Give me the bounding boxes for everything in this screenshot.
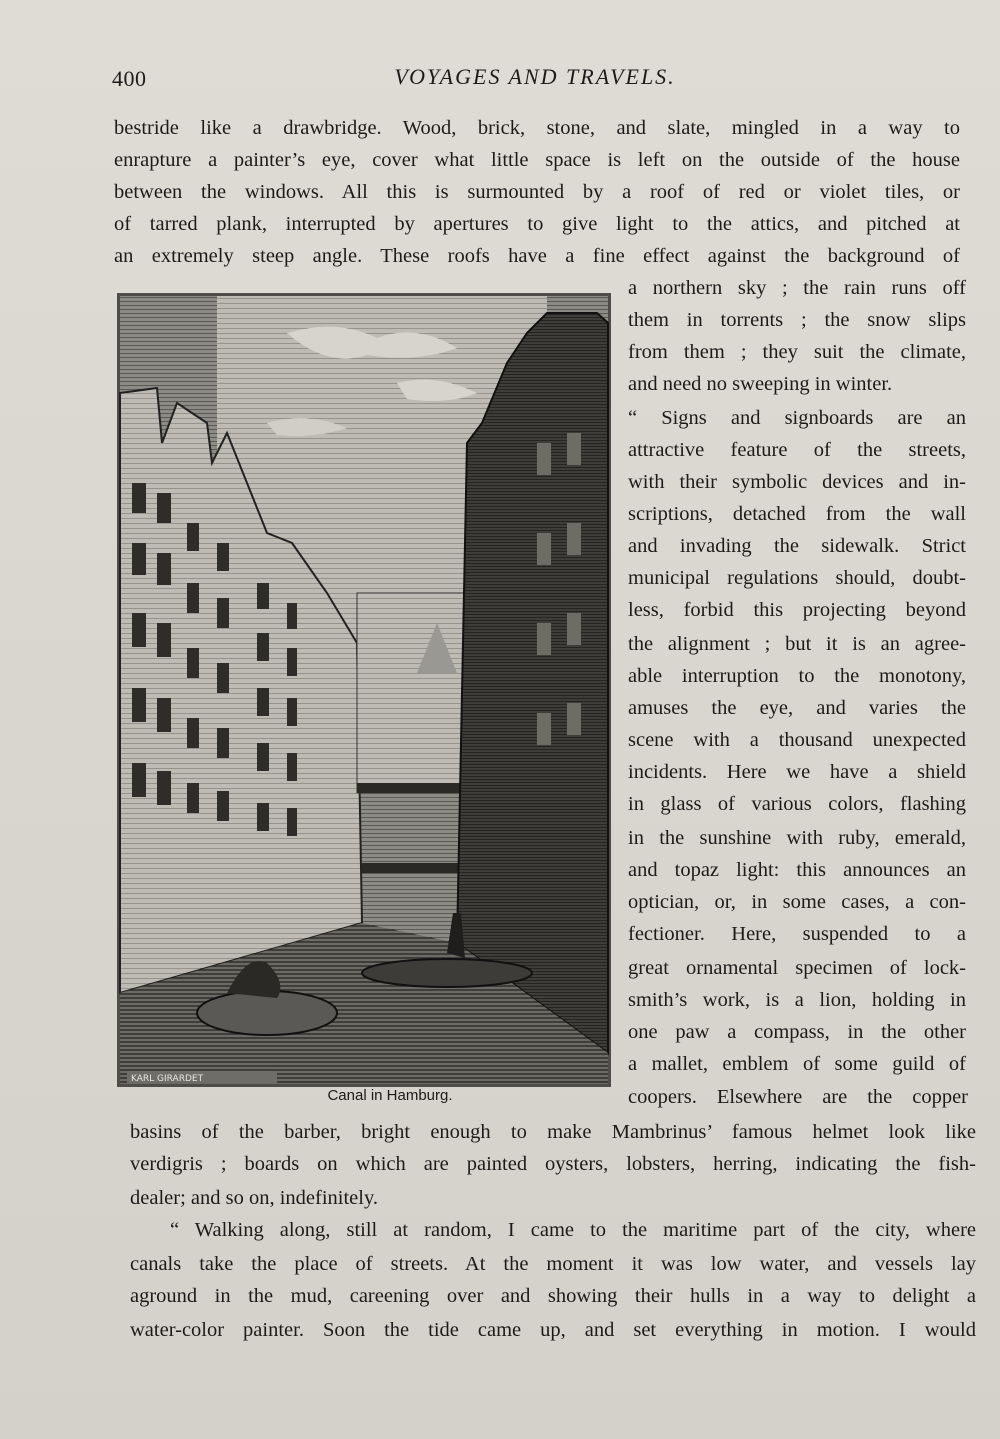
side-line: scene with a thousand unexpected <box>628 729 966 751</box>
side-line: municipal regulations should, doubt- <box>628 567 966 589</box>
side-line: amuses the eye, and varies the <box>628 697 966 719</box>
side-line: from them ; they suit the climate, <box>628 341 966 363</box>
side-line: in glass of various colors, flashing <box>628 793 966 815</box>
running-title: VOYAGES AND TRAVELS. <box>394 64 676 89</box>
side-line: the alignment ; but it is an agree- <box>628 633 966 655</box>
engraver-signature: KARL GIRARDET <box>131 1074 204 1084</box>
body-line: aground in the mud, careening over and showing their hulls in a way to delight a <box>130 1285 976 1307</box>
side-line: “ Signs and signboards are an <box>628 407 966 429</box>
side-line: attractive feature of the streets, <box>628 439 966 461</box>
side-line: a mallet, emblem of some guild of <box>628 1053 966 1075</box>
side-line: and topaz light: this announces an <box>628 859 966 881</box>
body-line: basins of the barber, bright enough to make Mambrinus’ famous helmet look like <box>130 1121 976 1143</box>
side-line: scriptions, detached from the wall <box>628 503 966 525</box>
side-line: less, forbid this projecting beyond <box>628 599 966 621</box>
body-line: water-color painter. Soon the tide came up, and set everything in motion. I would <box>130 1319 976 1341</box>
side-line: and need no sweeping in winter. <box>628 373 893 395</box>
side-line: coopers. Elsewhere are the copper <box>628 1086 968 1108</box>
canal-engraving <box>117 293 611 1087</box>
body-line: verdigris ; boards on which are painted oysters, lobsters, herring, indicating the fish- <box>130 1153 976 1175</box>
side-line: fectioner. Here, suspended to a <box>628 923 966 945</box>
body-line: “ Walking along, still at random, I came to the maritime part of the city, where <box>170 1219 976 1241</box>
side-line: incidents. Here we have a shield <box>628 761 966 783</box>
side-line: great ornamental specimen of lock- <box>628 957 966 979</box>
body-line: an extremely steep angle. These roofs have a fine effect against the background of <box>114 245 960 267</box>
body-line: canals take the place of streets. At the moment it was low water, and vessels lay <box>130 1253 976 1275</box>
side-line: able interruption to the monotony, <box>628 665 966 687</box>
side-line: one paw a compass, in the other <box>628 1021 966 1043</box>
side-line: optician, or, in some cases, a con- <box>628 891 966 913</box>
side-line: with their symbolic devices and in- <box>628 471 966 493</box>
side-line: and invading the sidewalk. Strict <box>628 535 966 557</box>
body-line: between the windows. All this is surmounted by a roof of red or violet tiles, or <box>114 181 960 203</box>
body-line: of tarred plank, interrupted by apertures to give light to the attics, and pitched at <box>114 213 960 235</box>
figure-caption: Canal in Hamburg. <box>327 1087 453 1104</box>
side-line: them in torrents ; the snow slips <box>628 309 966 331</box>
page-number: 400 <box>112 66 147 91</box>
body-line: enrapture a painter’s eye, cover what little space is left on the outside of the house <box>114 149 960 171</box>
body-line: bestride like a drawbridge. Wood, brick, stone, and slate, mingled in a way to <box>114 117 960 139</box>
side-line: smith’s work, is a lion, holding in <box>628 989 966 1011</box>
side-line: in the sunshine with ruby, emerald, <box>628 827 966 849</box>
body-line: dealer; and so on, indefinitely. <box>130 1187 379 1209</box>
side-line: a northern sky ; the rain runs off <box>628 277 966 299</box>
